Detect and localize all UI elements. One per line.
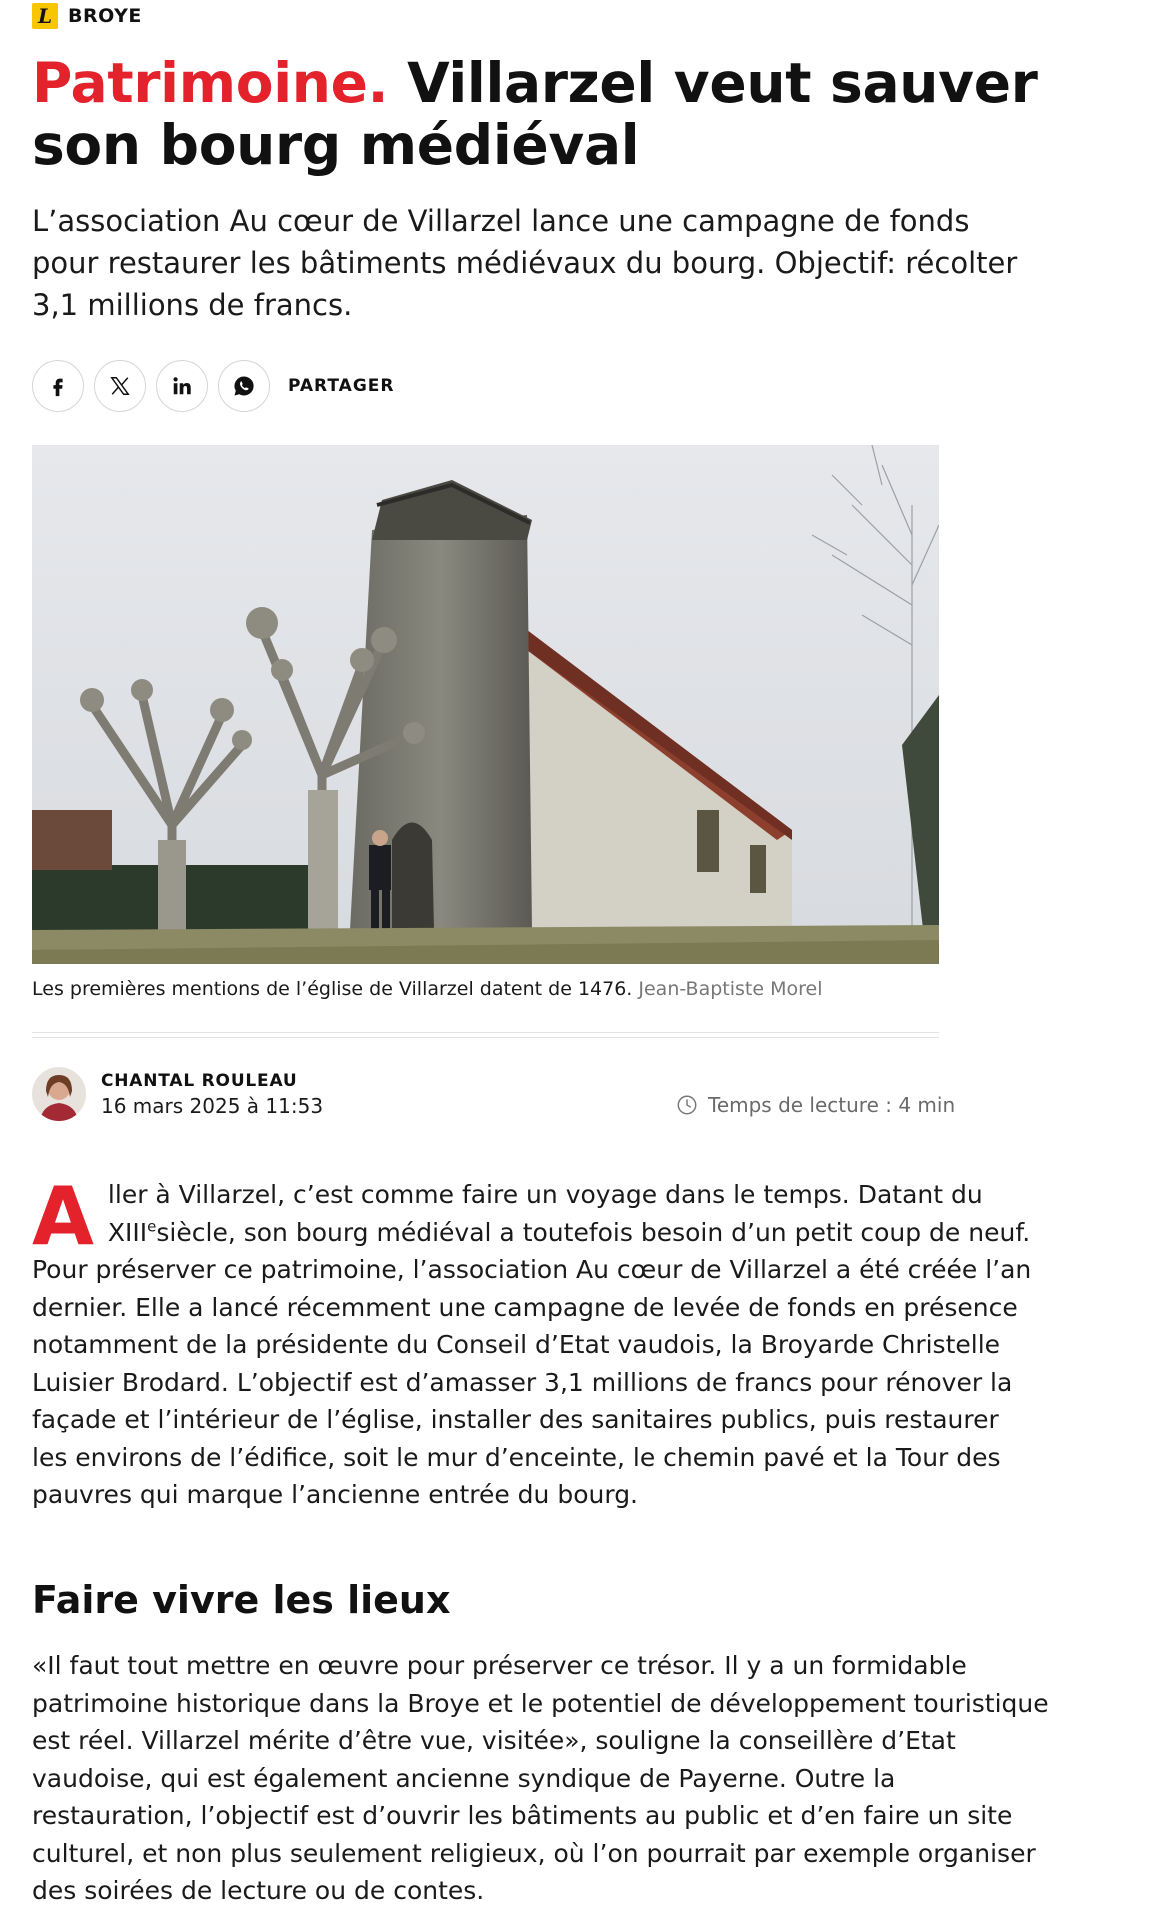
- title-kicker: Patrimoine.: [32, 51, 389, 115]
- share-facebook-button[interactable]: [32, 360, 84, 412]
- share-linkedin-button[interactable]: [156, 360, 208, 412]
- linkedin-icon: [171, 375, 193, 397]
- century-superscript: e: [147, 1217, 157, 1236]
- share-x-button[interactable]: [94, 360, 146, 412]
- reading-time: [676, 1093, 955, 1117]
- rubric[interactable]: [32, 2, 142, 30]
- reading-time-label: Temps de lecture : 4 min: [708, 1093, 956, 1117]
- photo-caption: [32, 976, 1032, 1002]
- dropcap: A: [32, 1170, 94, 1263]
- section-heading: Faire vivre les lieux: [32, 1578, 451, 1622]
- publish-date: 16 mars 2025 à 11:53: [101, 1094, 324, 1118]
- title-text: Villarzel veut sauver son bourg médiéval: [32, 51, 1038, 177]
- facebook-icon: [47, 375, 69, 397]
- body-paragraph-2: «Il faut tout mettre en œuvre pour préserver ce trésor. Il y a un formidable patrimoine historique dans la Broye et le potentiel de développement touristique est réel. Villarzel mérite d’être vue, visitée», souligne la conseillère d’Etat vaudoise, qui est également ancienne syndique de Payerne. Outre la restauration, l’objectif est d’ouvrir les bâtiments au public et d’en faire un site culturel, et non plus seulement religieux, où l’on pourrait par exemple organiser des soirées de lecture ou de contes.: [32, 1651, 1049, 1905]
- share-whatsapp-button[interactable]: [218, 360, 270, 412]
- rubric-label[interactable]: BROYE: [68, 5, 142, 27]
- caption-text: Les premières mentions de l’église de Villarzel datent de 1476.: [32, 978, 633, 1000]
- article-photo[interactable]: [32, 445, 939, 964]
- body-text-1b: siècle, son bourg médiéval a toutefois besoin d’un petit coup de neuf. Pour préserver ce patrimoine, l’association Au cœur de Villarzel a été créée l’an dernier. Elle a lancé récemment une campagne de levée de fonds en présence notamment de la présidente du Conseil d’Etat vaudois, la Broyarde Christelle Luisier Brodard. L’objectif est d’amasser 3,1 millions de francs pour rénover la façade et l’intérieur de l’église, installer des sanitaires publics, puis restaurer les environs de l’édifice, soit le mur d’enceinte, le chemin pavé et la Tour des pauvres qui marque l’ancienne entrée du bourg.: [32, 1217, 1032, 1509]
- share-bar: [32, 360, 394, 412]
- whatsapp-icon: [232, 374, 256, 398]
- photo-credit: Jean-Baptiste Morel: [638, 978, 823, 1000]
- article-title: [32, 52, 1155, 176]
- separator: [32, 1032, 939, 1038]
- article-lead: L’association Au cœur de Villarzel lance une campagne de fonds pour restaurer les bâtiments médiévaux du bourg. Objectif: récolter 3,1 millions de francs.: [32, 204, 1018, 322]
- x-icon: [109, 375, 131, 397]
- author-name[interactable]: CHANTAL ROULEAU: [101, 1071, 298, 1091]
- clock-icon: [676, 1094, 698, 1116]
- avatar[interactable]: [32, 1067, 86, 1121]
- body-text-1a: ller à Villarzel, c’est comme faire un voyage dans le temps. Datant du XIII: [107, 1180, 983, 1247]
- body-paragraph-1: [32, 1170, 1042, 1514]
- share-label: PARTAGER: [288, 376, 395, 396]
- newspaper-logo: L: [32, 3, 58, 29]
